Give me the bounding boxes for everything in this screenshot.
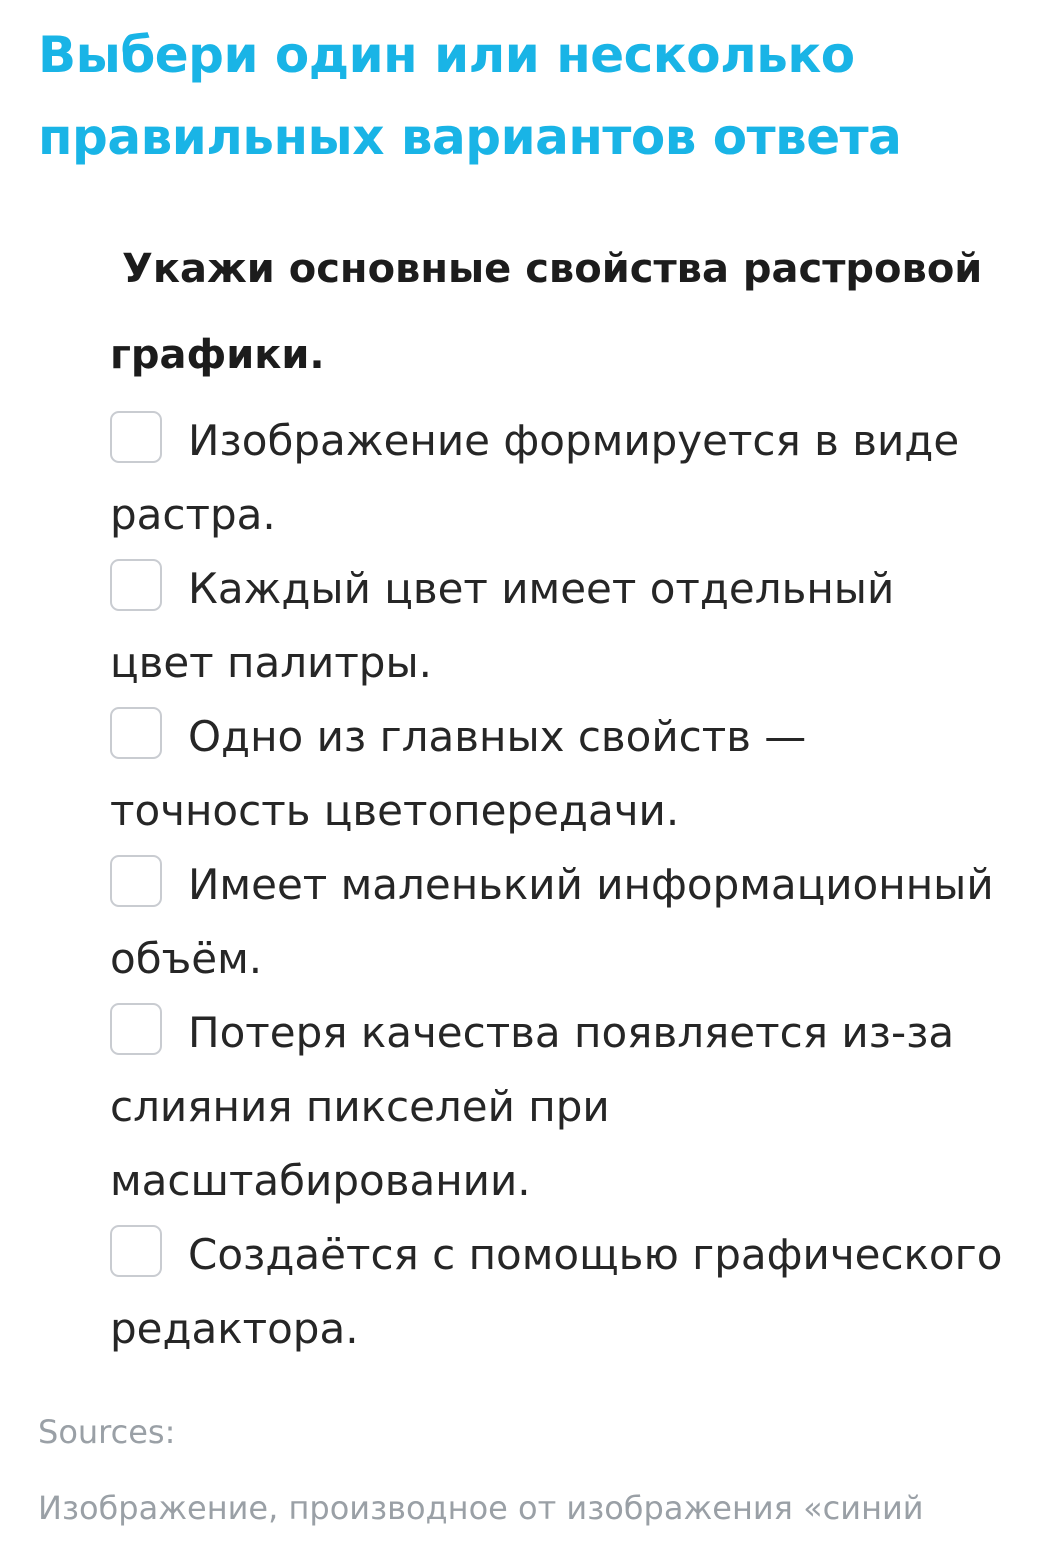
answer-option-label: Имеет маленький информационный объём. [110,860,994,983]
answer-option-label: Создаётся с помощью графического редактора. [110,1230,1003,1353]
answer-option[interactable] [110,848,1010,996]
answer-option[interactable] [110,700,1010,848]
checkbox[interactable] [110,707,162,759]
answer-option[interactable] [110,552,1010,700]
answer-option-label: Изображение формируется в виде растра. [110,416,960,539]
answer-option-label: Потеря качества появляется из-за слияния пикселей при масштабировании. [110,1008,955,1205]
answer-option[interactable] [110,1218,1010,1366]
answer-options-list [110,404,1010,1366]
instruction-heading: Выбери один или несколько правильных вариантов ответа [38,26,902,166]
checkbox[interactable] [110,411,162,463]
answer-option[interactable] [110,996,1010,1218]
checkbox[interactable] [110,855,162,907]
answer-option[interactable] [110,404,1010,552]
sources-label: Sources: [38,1413,176,1451]
checkbox[interactable] [110,559,162,611]
source-attribution: Изображение, производное от изображения «синий [38,1489,924,1527]
checkbox[interactable] [110,1225,162,1277]
checkbox[interactable] [110,1003,162,1055]
question-text: Укажи основные свойства растровой графики. [110,246,983,378]
answer-option-label: Каждый цвет имеет отдельный цвет палитры. [110,564,895,687]
answer-option-label: Одно из главных свойств — точность цветопередачи. [110,712,807,835]
